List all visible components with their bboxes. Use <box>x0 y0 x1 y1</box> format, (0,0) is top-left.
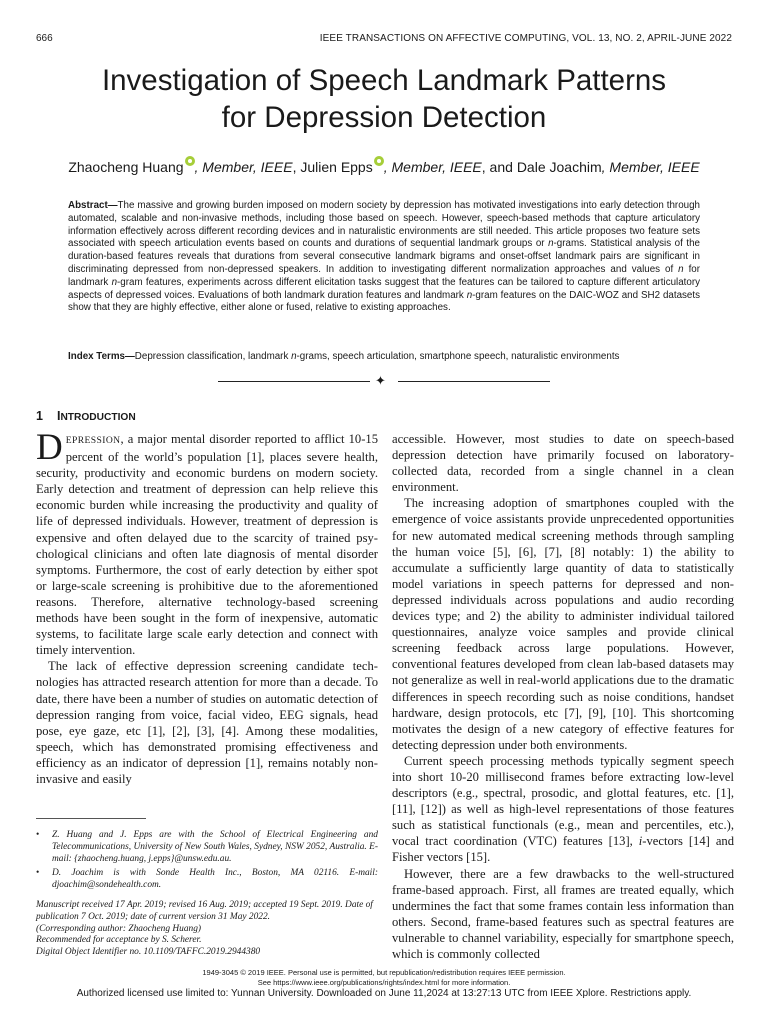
abstract-text: -gram features, experiments across different elicitation tasks suggest that the features can be tailored to capture different articulatory aspects of depressed voices. Evaluations of both landmark duration features and landmark <box>68 276 701 301</box>
author-role: , Member, IEEE <box>601 159 700 175</box>
copyright-notice <box>0 968 768 987</box>
abstract-italic: n <box>111 276 118 288</box>
orcid-icon[interactable] <box>185 156 195 166</box>
footnote-doi: Digital Object Identifier no. 10.1109/TAFFC.2019.2944380 <box>36 947 261 958</box>
page-number: 666 <box>36 33 53 44</box>
abstract-text: The massive and growing burden imposed on modern society by depression has motivated investigations into early detection through automated, scalable and non-invasive methods, including those based on speech. However, speech-based methods that capture articulatory information effectively across different recording devices and in naturalistic environments are still needed. This article proposes two feature sets associated with speech articulation events based on counts and durations of sequential landmark groups or <box>68 200 700 250</box>
section-number: 1 <box>36 409 43 423</box>
author-name: Dale Joachim <box>516 159 602 175</box>
footnotes <box>36 830 378 959</box>
authorized-use-notice: Authorized licensed use limited to: Yunnan University. Downloaded on June 11,2024 at 13:27:13 UTC from IEEE Xplore. Restrictions apply. <box>76 988 692 999</box>
paragraph-text: Current speech processing methods typically segment speech into short 10-20 millisecond frames before extracting low-level descriptors (e.g., spectral, prosodic, and glottal features, etc. [1], [11], [12]) as well as high-level representations of those features such as statistical functionals (e.g., mean and percentiles, etc.), vocal tract coordination (VTC) features [13], <box>392 753 734 849</box>
index-terms-text: Depression classification, landmark <box>134 351 292 362</box>
footnote-affiliation: • Z. Huang and J. Epps are with the School of Electrical Engineering and Telecommunications, University of New South Wales, Sydney, NSW 2052, Australia. E-mail: {zhaocheng.huang, j.epps}@unsw.edu.au. <box>36 830 378 865</box>
drop-cap: D <box>36 427 63 468</box>
index-terms-text: -grams, speech articulation, smartphone speech, naturalistic environments <box>296 351 620 362</box>
footnote-recommended: Recommended for acceptance by S. Scherer. <box>36 935 202 946</box>
divider-right <box>398 381 550 382</box>
abstract-italic: n <box>548 238 554 250</box>
paragraph-italic: i <box>638 834 643 849</box>
left-column <box>36 427 378 787</box>
section-title-rest: NTRODUCTION <box>60 412 136 423</box>
paragraph <box>392 753 734 866</box>
title-line-2: for Depression Detection <box>221 101 547 134</box>
paragraph: The increasing adoption of smartphones coupled with the emergence of voice assistants provide unprecedented opportunities for new automated medical screening methods through sampling the human voice [5], [6], [7], [8] notably: 1) the ability to accumulate a sufficiently large quantity of data to statistically model variations in speech patterns for depressed and non-depressed individuals across populations and audio recording devices type; and 2) the ability to administer individual tailored questionnaires, analyze voice samples and provide clinical screening feedback across large populations. However, conventional features developed from clean lab-based datasets may not generalize as well in real-world applications due to the dramatic differences in speech recording such as noise conditions, handset hardware, design protocols, etc [7], [9], [10]. This shortcoming motivates the design of a new category of effective features for detecting depression under both environments. <box>392 496 734 752</box>
paragraph: The lack of effective depression screening candidate technologies has attracted research attention for more than a decade. To date, there have been a number of studies on automatic detection of depression ranging from voice, facial video, EEG signals, head pose, eye gaze, etc [1], [2], [3], [4]. Among these modalities, speech, which has demonstrated promising effectiveness and efficiency as an indicator of depression [1], remains notably non-invasive and easily <box>36 659 378 786</box>
right-column <box>392 431 734 962</box>
section-heading <box>36 409 136 423</box>
journal-header: IEEE TRANSACTIONS ON AFFECTIVE COMPUTING, VOL. 13, NO. 2, APRIL-JUNE 2022 <box>319 33 732 44</box>
footnote-affiliation: • D. Joachim is with Sonde Health Inc., Boston, MA 02116. E-mail: djoachim@sondehealth.com. <box>36 868 378 892</box>
abstract-italic: n <box>466 289 473 301</box>
index-terms-label: Index Terms <box>68 351 125 362</box>
divider-left <box>218 381 370 382</box>
title-line-1: Investigation of Speech Landmark Patterns <box>101 64 667 97</box>
author-separator: , and <box>481 159 517 175</box>
author-name: Julien Epps <box>300 159 373 175</box>
abstract-label: Abstract <box>68 200 108 211</box>
author-separator: , <box>292 159 301 175</box>
abstract <box>68 200 700 315</box>
author-role: , Member, IEEE <box>194 159 293 175</box>
paragraph-text: -vectors [14] and Fisher vectors [15]. <box>392 834 734 865</box>
index-terms-italic: n <box>291 351 297 362</box>
paragraph-text: , a major mental disorder reported to afflict 10-15 percent of the world’s population [1], places severe health, security, productivity and economic burdens on modern society. Early detection and treatment of depression can help relieve this economic burden while increasing the productivity and quality of life of depressed individuals. However, treatment of depression is expensive and often delayed due to the scarcity of trained psychological clinicians and often late diagnosis of mental disorder symptoms. Furthermore, the cost of early detection by either spot or large-scale screening is prohibitive due to the aforementioned reasons. Therefore, alternative technology-based screening methods have been sought in the form of inexpensive, automatic systems, to facilitate large scale early detection and connect with timely intervention. <box>36 432 378 658</box>
footnote-corresponding: (Corresponding author: Zhaocheng Huang) <box>36 923 202 934</box>
paragraph <box>36 427 378 658</box>
index-terms-dash: — <box>125 351 135 362</box>
paragraph: accessible. However, most studies to date on speech-based depression detection have primarily focused on laboratory-collected data, recorded from a single channel in a clean environment. <box>392 432 734 495</box>
section-title-cap: I <box>56 409 61 423</box>
divider-ornament-icon: ✦ <box>375 373 386 388</box>
footnote-rule <box>36 818 146 819</box>
abstract-dash: — <box>107 200 118 211</box>
copyright-line-2: See https://www.ieee.org/publications/rights/index.html for more information. <box>257 977 511 987</box>
author-list <box>0 156 768 175</box>
smallcaps-lead: EPRESSION <box>65 435 121 446</box>
footnote-received: Manuscript received 17 Apr. 2019; revised 16 Aug. 2019; accepted 19 Sept. 2019. Date of publication 7 Oct. 2019; date of current version 31 May 2022. <box>36 899 373 922</box>
index-terms <box>68 351 700 364</box>
author-role: , Member, IEEE <box>383 159 482 175</box>
abstract-text: -grams. Statistical analysis of the duration-based features reveals that durations from several consecutive landmark bigrams and onset-offset landmark pairs are significant in discriminating depressed from non-depressed speakers. In addition to investigating different normalization approaches and values of <box>68 238 700 275</box>
author-name: Zhaocheng Huang <box>68 159 184 175</box>
abstract-italic: n <box>678 263 684 275</box>
paper-title <box>0 62 768 136</box>
paragraph: However, there are a few drawbacks to the well-structured frame-based approach. First, all frames are treated equally, which undermines the fact that some frames contain less information than others. Second, frame-based features such as spectral features are vulnerable to channel variability, especially for smartphone speech, which is commonly collected <box>392 866 734 961</box>
orcid-icon[interactable] <box>374 156 384 166</box>
copyright-line-1: 1949-3045 © 2019 IEEE. Personal use is permitted, but republication/redistribution requires IEEE permission. <box>202 968 566 977</box>
abstract-text: -gram features on the DAIC-WOZ and SH2 datasets show that they are highly effective, either alone or fused, relative to existing approaches. <box>68 289 700 314</box>
abstract-text: for landmark <box>68 263 701 288</box>
